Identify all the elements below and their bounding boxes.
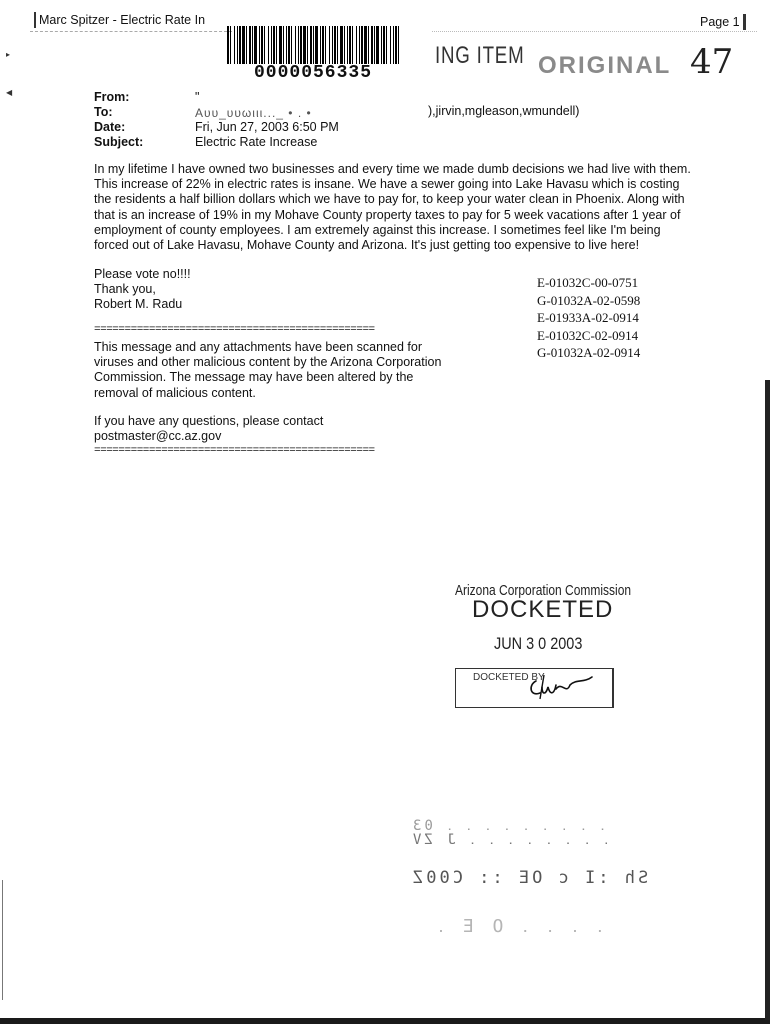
- docket-number: E-01032C-00-0751: [537, 275, 639, 290]
- docket-number: E-01933A-02-0914: [537, 310, 639, 325]
- margin-mark: ◀: [6, 88, 13, 97]
- document-header-title: Marc Spitzer - Electric Rate In: [34, 12, 205, 28]
- header-divider-right: [432, 31, 757, 32]
- docket-number-list: [537, 274, 640, 362]
- to-value-recipients: ),jirvin,mgleason,wmundell): [428, 104, 580, 118]
- scan-edge-bottom: [0, 1018, 770, 1024]
- original-stamp: ORIGINAL: [538, 52, 672, 79]
- date-value: Fri, Jun 27, 2003 6:50 PM: [195, 120, 339, 134]
- docketed-stamp-agency: Arizona Corporation Commission: [455, 582, 632, 599]
- virus-scan-notice: This message and any attachments have been scanned for viruses and other malicious content by the Arizona Corporation Commission. The message may have been altered by the removal of malicious content.: [94, 340, 442, 400]
- docketed-stamp-date: JUN 3 0 2003: [494, 634, 583, 653]
- docketed-by-label: DOCKETED BY: [473, 672, 545, 683]
- separator-line: ==============================================: [94, 445, 375, 457]
- separator-line: ==============================================: [94, 324, 375, 336]
- message-signature: Robert M. Radu: [94, 297, 183, 311]
- handwritten-initials-signature: [526, 671, 596, 701]
- subject-value: Electric Rate Increase: [195, 135, 318, 149]
- barcode-number: 0000056335: [253, 63, 373, 83]
- handwritten-page-number: 47: [690, 42, 734, 82]
- received-stamp-line: ․ ․ ․ ․ ․ ․ ․ ․ J ZV: [410, 832, 609, 848]
- to-value-faded: Aυυ_υυωιιι..._ • . •: [195, 106, 312, 120]
- header-divider-left: [30, 31, 232, 32]
- contact-notice: If you have any questions, please contact postmaster@cc.az.gov: [94, 414, 324, 444]
- docketed-stamp-status: DOCKETED: [472, 596, 614, 623]
- scan-edge-right: [765, 380, 770, 1020]
- received-stamp-line: ․ ․ ․ ․ ․ ․ ․ ․ ․ 03: [410, 818, 605, 834]
- message-thanks: Thank you,: [94, 282, 156, 296]
- date-label: Date:: [94, 120, 126, 134]
- to-label: To:: [94, 105, 113, 119]
- from-value: ": [195, 90, 200, 104]
- agenda-item-stamp: ING ITEM: [435, 42, 525, 69]
- docketed-by-box: [455, 668, 614, 708]
- from-label: From:: [94, 90, 130, 104]
- subject-label: Subject:: [94, 135, 144, 149]
- received-stamp-line: ․ ․ ․ ․ O E ․: [434, 916, 603, 937]
- received-stamp-line: Sh :I c OE :: C00Z: [410, 868, 649, 888]
- message-body: In my lifetime I have owned two businesses and every time we made dumb decisions we had live with them. This increase of 22% in electric rates is insane. We have a sewer going into Lake Havasu which is costing the residents a half billion dollars which we have to pay for, to keep your water clean in Phoenix. Along with that is an increase of 19% in my Mohave County property taxes to pay for 5 week vacations after 1 year of employment of county employees. I am extremely against this increase. I sometimes feel like I'm being forced out of Lake Havasu, Mohave County and Arizona. It's just getting too expensive to live here!: [94, 162, 691, 253]
- page-number: Page 1: [700, 14, 746, 30]
- margin-mark: ▸: [6, 50, 11, 59]
- docket-number: G-01032A-02-0598: [537, 292, 641, 308]
- docket-number: G-01032A-02-0914: [537, 345, 641, 360]
- scan-edge-left: [2, 880, 3, 1000]
- docket-number: E-01032C-02-0914: [537, 327, 639, 343]
- message-plea: Please vote no!!!!: [94, 267, 191, 281]
